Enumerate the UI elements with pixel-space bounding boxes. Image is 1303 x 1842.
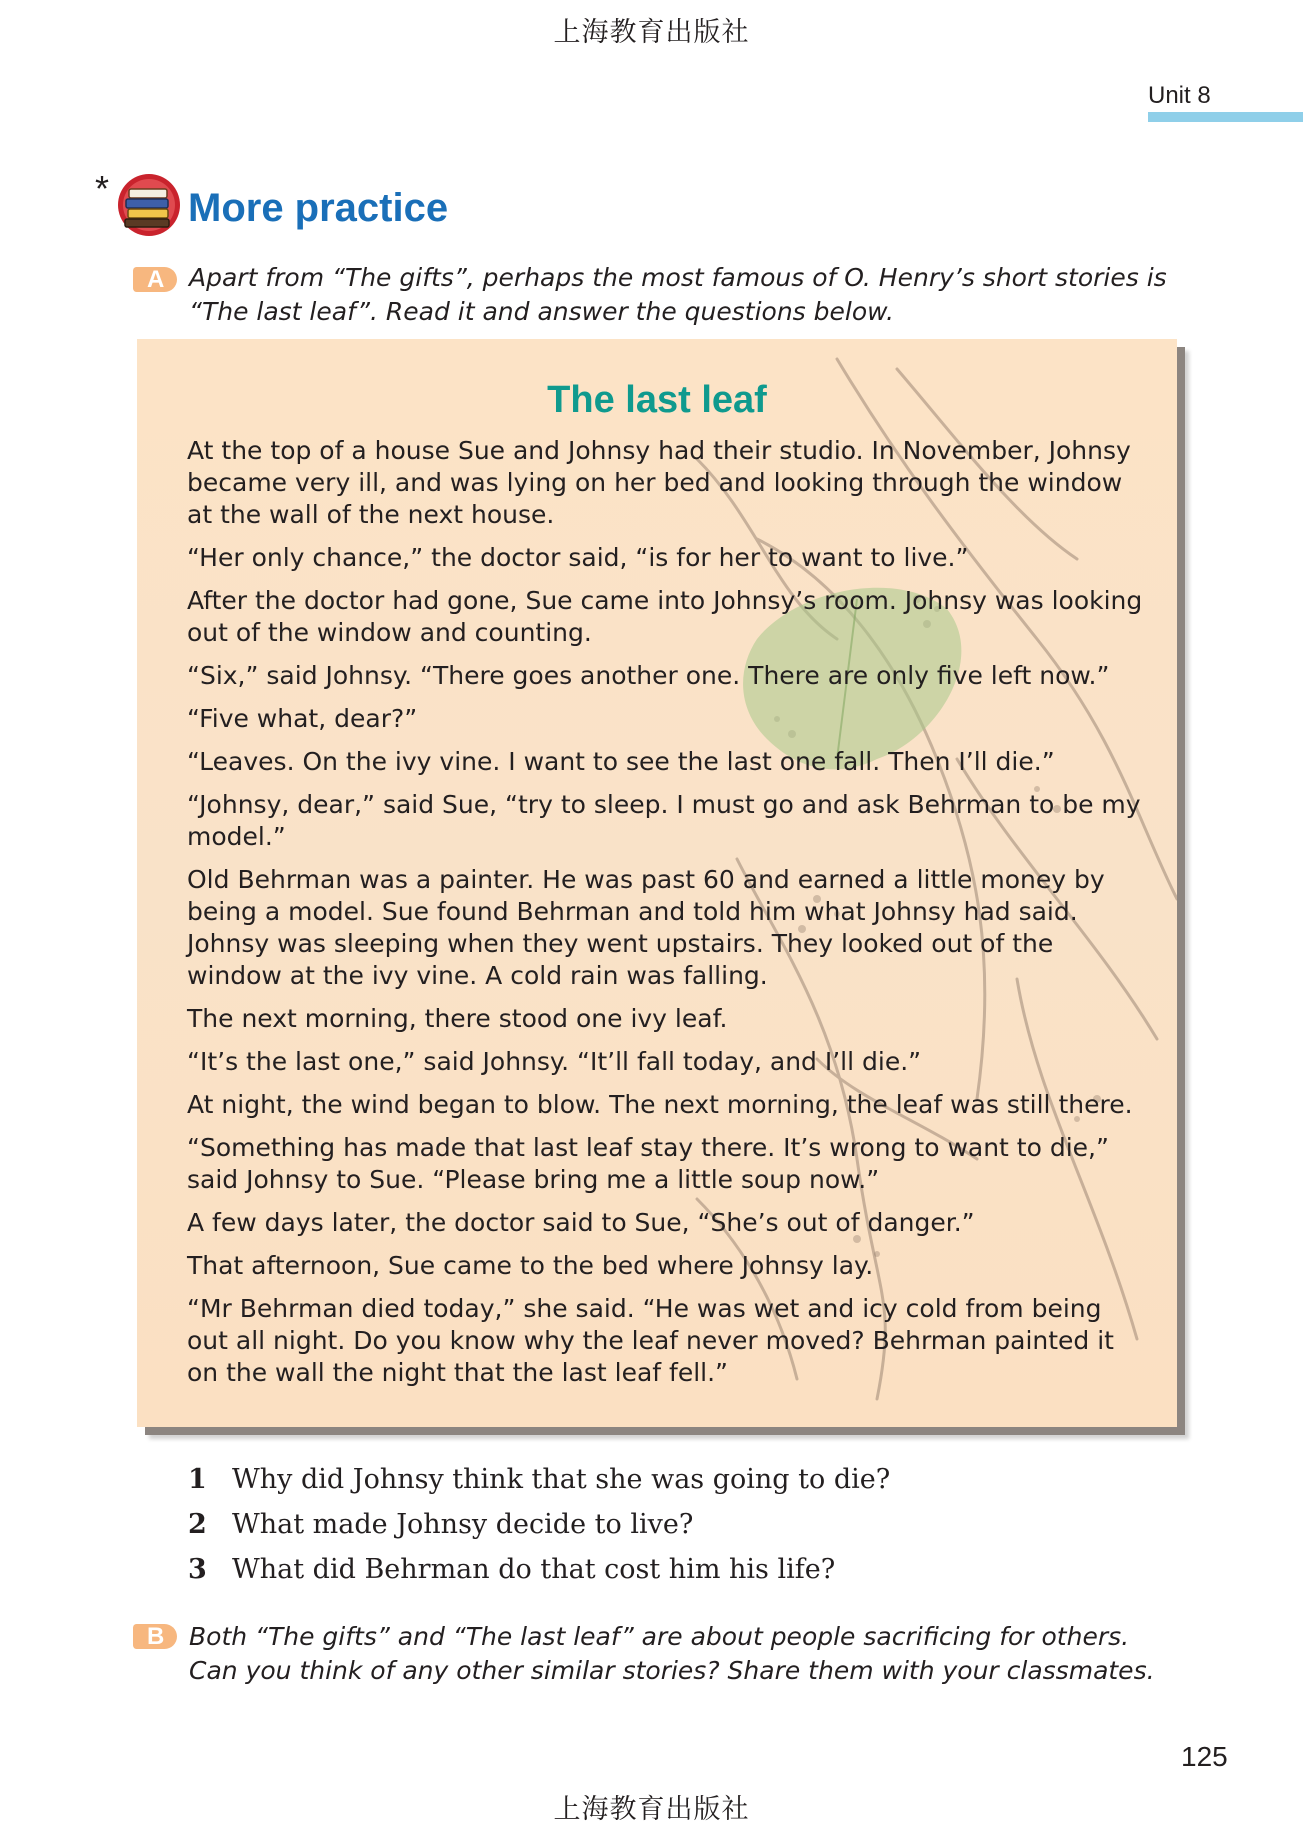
- books-icon: [116, 172, 182, 238]
- unit-bar: [1148, 112, 1303, 122]
- page-number: 125: [1181, 1741, 1228, 1772]
- story-paragraph: A few days later, the doctor said to Sue, “She’s out of danger.”: [187, 1208, 975, 1237]
- story-paragraph: “Johnsy, dear,” said Sue, “try to sleep. I must go and ask Behrman to be my model.”: [187, 790, 1141, 851]
- story-paragraph: “Five what, dear?”: [187, 704, 418, 733]
- task-b-letter: B: [147, 1623, 165, 1650]
- task-a-badge: [133, 267, 177, 292]
- publisher-footer: 上海教育出版社: [553, 1794, 750, 1825]
- task-a-instructions: Apart from “The gifts”, perhaps the most famous of O. Henry’s short stories is “The last leaf”. Read it and answer the questions below.: [189, 263, 1167, 326]
- question-number: 2: [188, 1509, 207, 1540]
- story-paragraph: After the doctor had gone, Sue came into Johnsy’s room. Johnsy was looking out of the window and counting.: [187, 586, 1143, 647]
- unit-label: Unit 8: [1148, 82, 1211, 109]
- question-item: [188, 1502, 1088, 1547]
- story-paragraph: The next morning, there stood one ivy leaf.: [187, 1004, 728, 1033]
- story-paragraph: Old Behrman was a painter. He was past 60 and earned a little money by being a model. Sue found Behrman and told him what Johnsy had said. Johnsy was sleeping when they went upstairs. They looked out of the window at the ivy vine. A cold rain was falling.: [187, 865, 1105, 990]
- story-paragraph: “It’s the last one,” said Johnsy. “It’ll fall today, and I’ll die.”: [187, 1047, 922, 1076]
- question-text: What made Johnsy decide to live?: [232, 1509, 694, 1540]
- optional-marker: *: [95, 168, 110, 209]
- question-text: What did Behrman do that cost him his life?: [232, 1554, 836, 1585]
- story-paragraph: “Six,” said Johnsy. “There goes another one. There are only five left now.”: [187, 661, 1110, 690]
- section-title: More practice: [188, 186, 449, 230]
- publisher-header: 上海教育出版社: [553, 17, 750, 48]
- story-paragraph: At night, the wind began to blow. The next morning, the leaf was still there.: [187, 1090, 1133, 1119]
- question-number: 1: [188, 1464, 207, 1495]
- question-list: [188, 1457, 1088, 1592]
- story-paragraph: “Her only chance,” the doctor said, “is for her to want to live.”: [187, 543, 969, 572]
- task-b-instructions: Both “The gifts” and “The last leaf” are about people sacrificing for others. Can you think of any other similar stories? Share them with your classmates.: [189, 1622, 1155, 1685]
- story-paragraph: “Mr Behrman died today,” she said. “He was wet and icy cold from being out all night. Do you know why the leaf never moved? Behrman painted it on the wall the night that the last leaf fell.”: [187, 1294, 1114, 1387]
- story-paragraph: “Leaves. On the ivy vine. I want to see the last one fall. Then I’ll die.”: [187, 747, 1055, 776]
- story-paragraph: “Something has made that last leaf stay there. It’s wrong to want to die,” said Johnsy to Sue. “Please bring me a little soup now.”: [187, 1133, 1109, 1194]
- story-body: [187, 435, 1147, 1400]
- story-paragraph: At the top of a house Sue and Johnsy had their studio. In November, Johnsy became very ill, and was lying on her bed and looking through the window at the wall of the next house.: [187, 436, 1131, 529]
- story-paragraph: That afternoon, Sue came to the bed where Johnsy lay.: [187, 1251, 874, 1280]
- question-text: Why did Johnsy think that she was going to die?: [232, 1464, 891, 1495]
- question-item: [188, 1457, 1088, 1502]
- story-title: The last leaf: [547, 379, 767, 421]
- story-box: [137, 339, 1177, 1427]
- question-item: [188, 1547, 1088, 1592]
- task-b-badge: [133, 1624, 177, 1649]
- question-number: 3: [188, 1554, 207, 1585]
- task-a-letter: A: [147, 266, 165, 293]
